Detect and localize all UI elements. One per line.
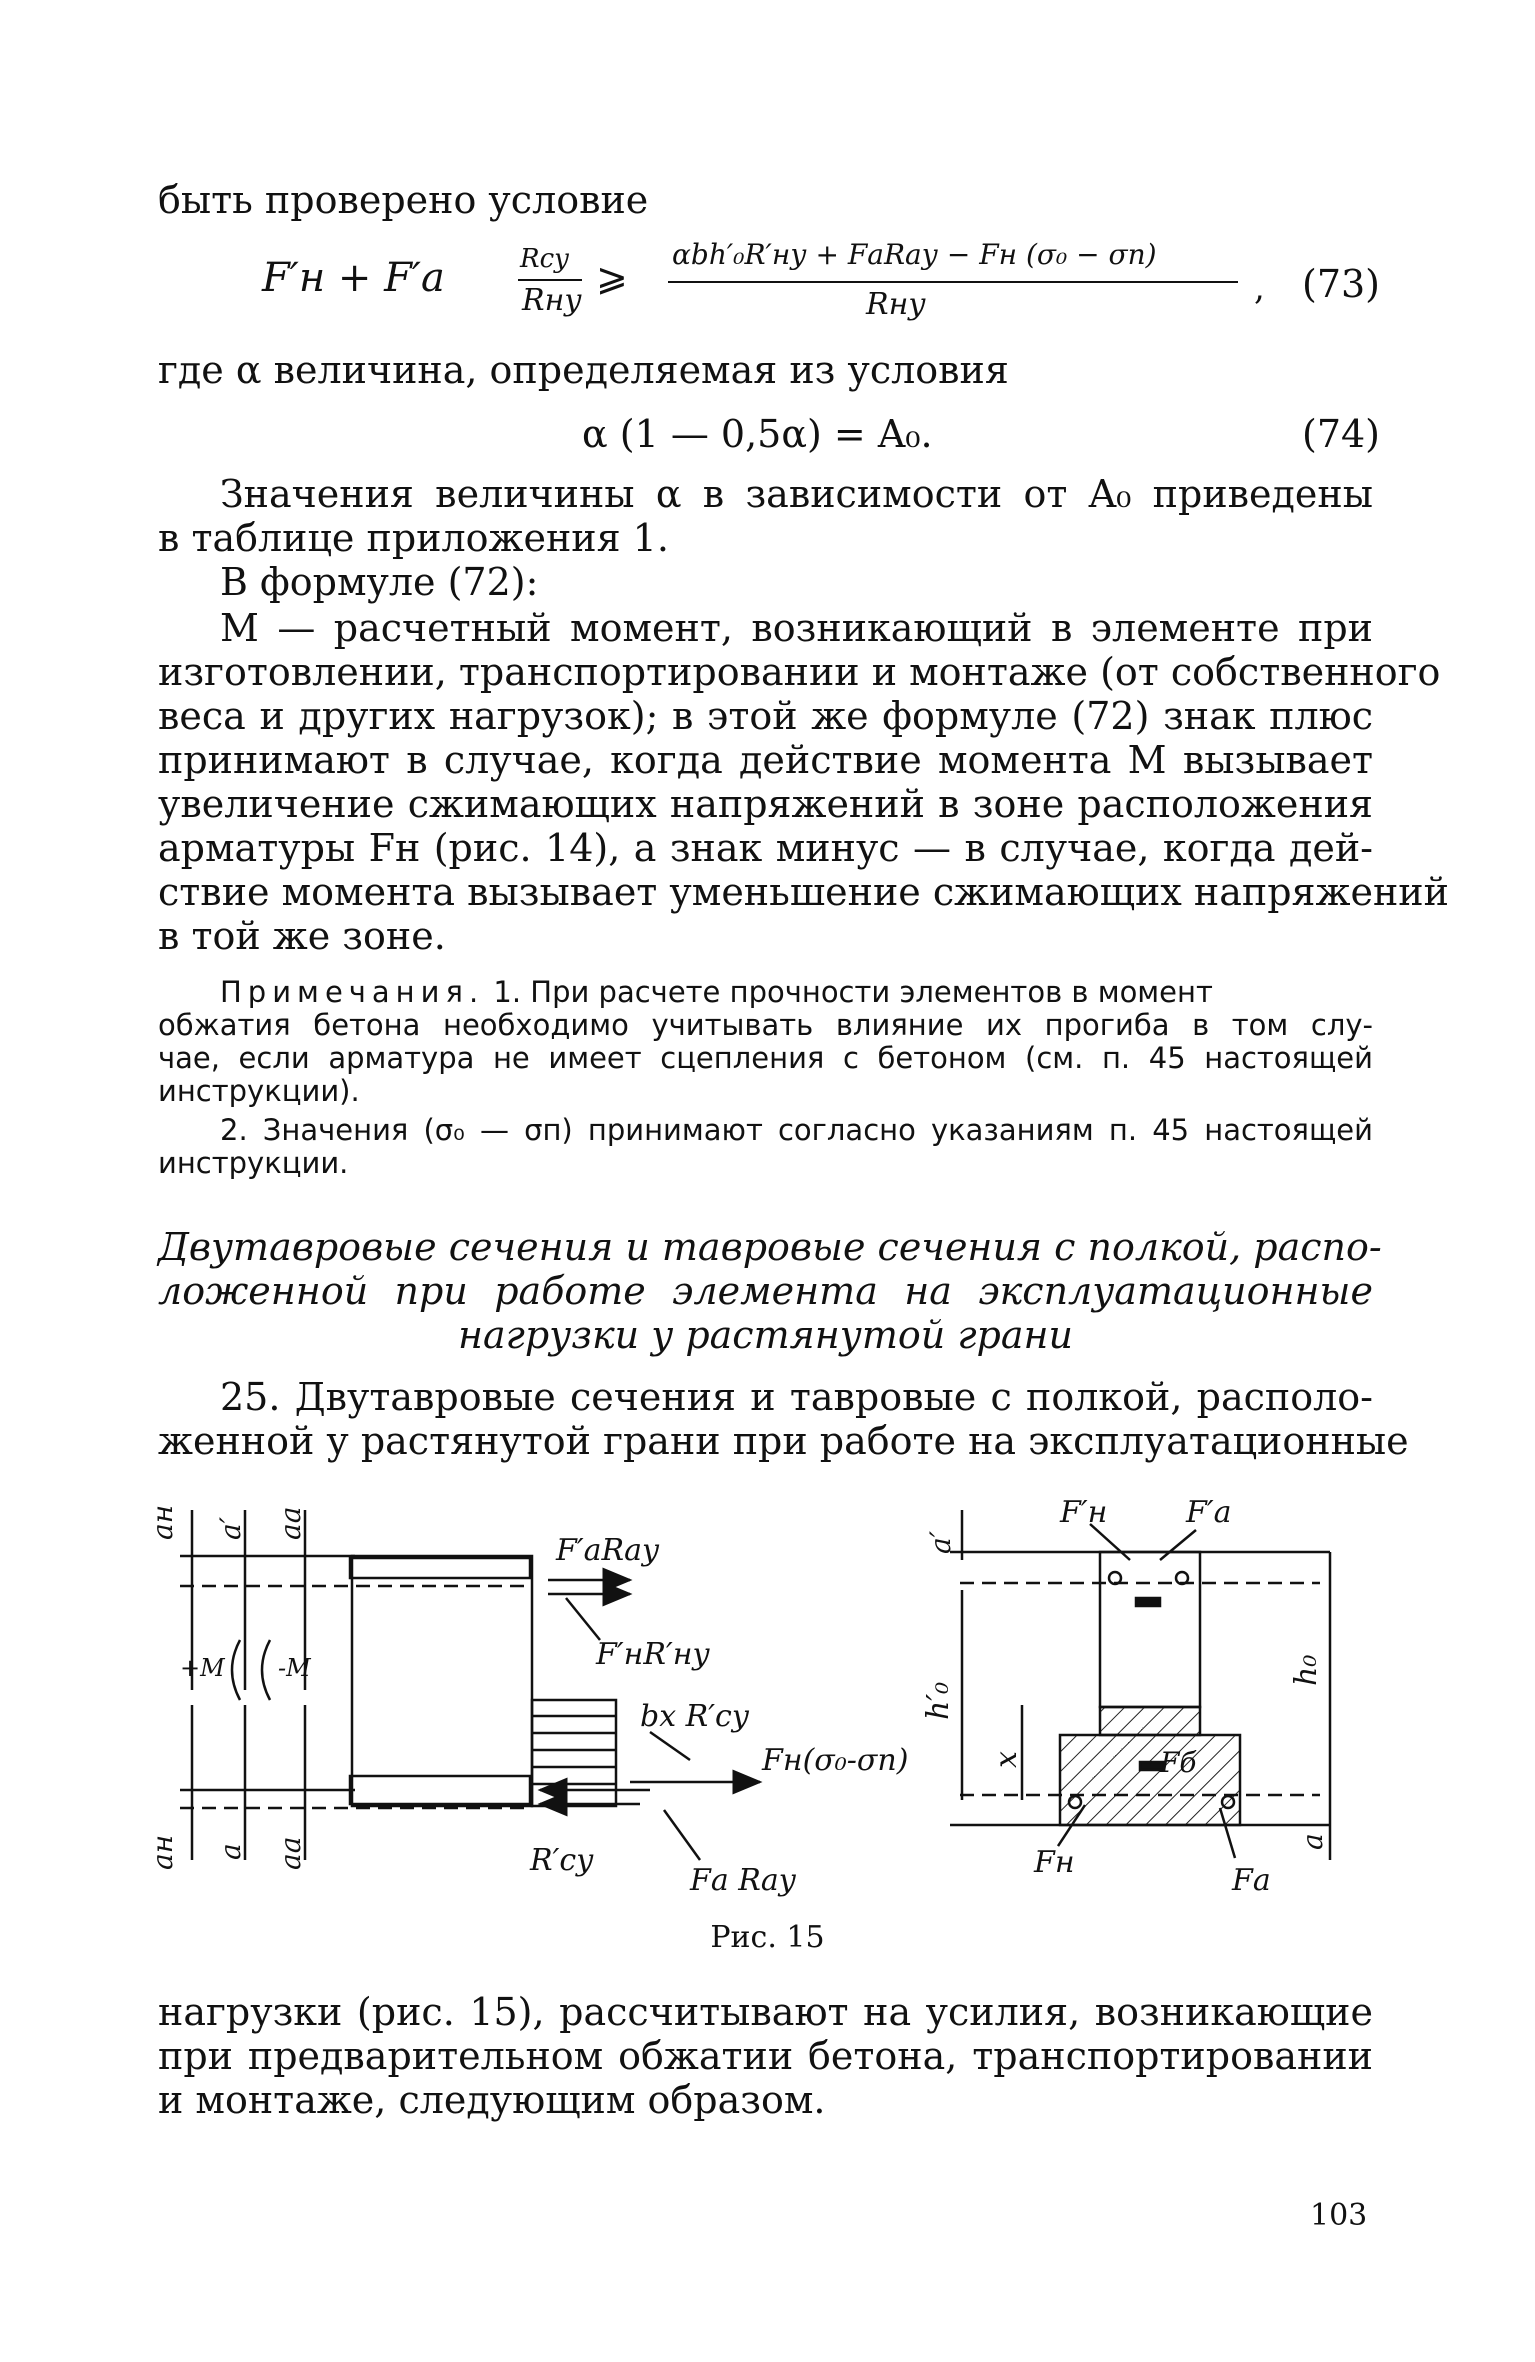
note-text: 1. При расчете прочности элементов в момент [493, 975, 1213, 1009]
label-a-a-bottom: aа [274, 1836, 307, 1870]
formula-73-small-numerator: Rсу [520, 244, 570, 274]
note-line: инструкции). [158, 1074, 360, 1108]
leader-line [1160, 1530, 1196, 1560]
text-line: где α величина, определяемая из условия [158, 348, 1009, 392]
text-line: нагрузки (рис. 15), рассчитывают на усилия, возникающие [158, 1990, 1373, 2034]
text-line: быть проверено условие [158, 178, 649, 222]
text-line: ствие момента вызывает уменьшение сжимающих напряжений [158, 870, 1449, 914]
label-r-cy: R′су [530, 1843, 594, 1878]
note-line: обжатия бетона необходимо учитывать влияние их прогиба в том слу- [158, 1008, 1373, 1042]
page-number: 103 [1310, 2198, 1368, 2233]
label-f-a: Fа [1232, 1863, 1271, 1898]
heading-line: нагрузки у растянутой грани [457, 1313, 1074, 1357]
note-line: чае, если арматура не имеет сцепления с бетоном (см. п. 45 настоящей [158, 1041, 1373, 1075]
equation-number-74: (74) [1302, 412, 1381, 456]
text-line: увеличение сжимающих напряжений в зоне расположения [158, 782, 1373, 826]
text-line: Значения величины α в зависимости от A₀ приведены [220, 472, 1373, 516]
formula-73-denominator: Rну [866, 287, 926, 322]
label-minus-m: -M [278, 1654, 311, 1682]
formula-74: α (1 — 0,5α) = A₀. [582, 412, 933, 456]
note-line: 2. Значения (σ₀ — σп) принимают согласно указаниям п. 45 настоящей [220, 1113, 1373, 1147]
heading-line: ложенной при работе элемента на эксплуатационные [158, 1269, 1373, 1313]
label-right-a: a [1296, 1833, 1329, 1850]
left-diagram [180, 1510, 760, 1860]
text-line: 25. Двутавровые сечения и тавровые с полкой, располо- [220, 1375, 1373, 1419]
moment-arc [262, 1640, 270, 1700]
label-h0: h₀ [1289, 1654, 1324, 1686]
note-line: инструкции. [158, 1146, 349, 1180]
formula-73-comma: , [1254, 268, 1265, 308]
text-line: и монтаже, следующим образом. [158, 2078, 826, 2122]
notes-label: Примечания. [220, 975, 485, 1009]
label-a-prime: a′ [214, 1516, 247, 1540]
section-web [1100, 1552, 1200, 1707]
label-bx-rcy: bx R′су [640, 1699, 750, 1734]
rebar-mark [1136, 1598, 1160, 1606]
label-fn-rny: F′нR′ну [596, 1637, 710, 1672]
formula-73-small-denominator: Rну [522, 283, 582, 318]
section-body [352, 1556, 532, 1806]
text-line: В формуле (72): [220, 560, 539, 604]
top-flange-strip [350, 1558, 530, 1578]
label-f-b: Fб [1160, 1746, 1197, 1779]
equation-number-73: (73) [1302, 262, 1381, 306]
label-fa-ray-bottom: Fа Rау [690, 1863, 797, 1898]
formula-73-left: F′н + F′а [262, 255, 445, 301]
text-line: принимают в случае, когда действие момента M вызывает [158, 738, 1373, 782]
label-a-a-top: aа [274, 1506, 307, 1540]
leader-line [664, 1810, 700, 1860]
leader-line [566, 1598, 600, 1640]
text-line: в той же зоне. [158, 914, 446, 958]
label-right-fn-prime: F′н [1060, 1495, 1108, 1530]
left-diagram-labels [146, 1505, 908, 1898]
formula-73-geq: ⩾ [596, 255, 628, 299]
label-f-n: Fн [1034, 1845, 1075, 1880]
bottom-flange-strip [350, 1776, 530, 1804]
figure-caption: Рис. 15 [710, 1920, 825, 1955]
label-h0-prime: h′₀ [921, 1681, 956, 1720]
section-flange [1060, 1735, 1240, 1825]
leader-line [650, 1732, 690, 1760]
text-line: арматуры Fн (рис. 14), а знак минус — в случае, когда дей- [158, 826, 1373, 870]
text-line: веса и других нагрузок); в этой же формуле (72) знак плюс [158, 694, 1373, 738]
right-diagram [950, 1510, 1330, 1860]
text-line: женной у растянутой грани при работе на эксплуатационные [158, 1419, 1409, 1463]
compression-zone-web [1100, 1707, 1200, 1735]
text-line: при предварительном обжатии бетона, транспортировании [158, 2034, 1373, 2078]
label-fn-sigma: Fн(σ₀-σп) [762, 1743, 909, 1778]
moment-arc [232, 1640, 240, 1700]
label-a-n-bottom: aн [146, 1834, 179, 1870]
label-a-bottom: a [214, 1843, 247, 1860]
formula-73-numerator: αbh′₀R′ну + FаRау − Fн (σ₀ − σп) [672, 238, 1157, 271]
label-right-a-prime: a′ [924, 1530, 957, 1554]
text-line: M — расчетный момент, возникающий в элементе при [220, 606, 1373, 650]
label-plus-m: +M [180, 1654, 225, 1682]
label-right-fa-prime: F′а [1186, 1495, 1232, 1530]
label-x: x [989, 1751, 1024, 1768]
heading-line: Двутавровые сечения и тавровые сечения с полкой, распо- [158, 1225, 1382, 1269]
text-line: в таблице приложения 1. [158, 516, 669, 560]
label-fa-ray: F′аRау [556, 1533, 660, 1568]
label-a-n-top: aн [146, 1504, 179, 1540]
text-line: изготовлении, транспортировании и монтаже (от собственного [158, 650, 1441, 694]
